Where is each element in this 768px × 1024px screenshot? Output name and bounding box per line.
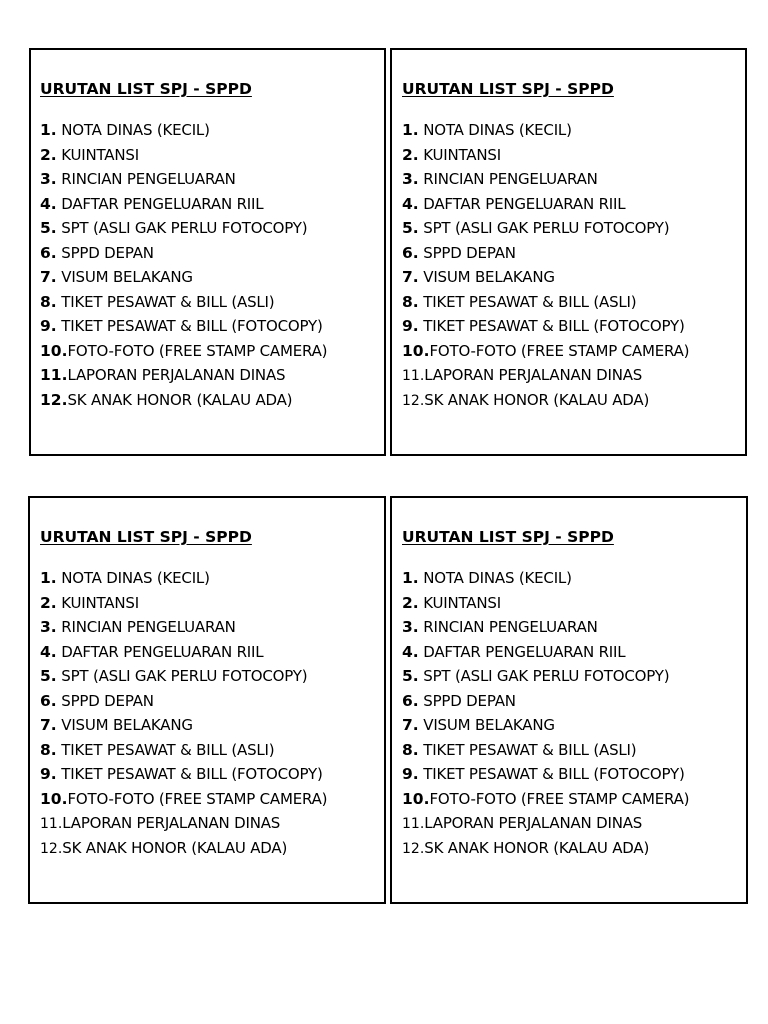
list-item bbox=[40, 363, 327, 388]
item-text: RINCIAN PENGELUARAN bbox=[418, 618, 598, 636]
list-item bbox=[402, 738, 689, 763]
list-item bbox=[402, 118, 689, 143]
list-item bbox=[402, 566, 689, 591]
item-number: 2. bbox=[402, 593, 419, 612]
list-item bbox=[40, 640, 327, 665]
list-item bbox=[402, 615, 689, 640]
list-item bbox=[402, 192, 689, 217]
item-number: 8. bbox=[402, 740, 419, 759]
item-number: 3. bbox=[40, 618, 57, 636]
item-text: SPT (ASLI GAK PERLU FOTOCOPY) bbox=[56, 667, 308, 685]
list-item bbox=[402, 713, 689, 738]
list-item bbox=[40, 713, 327, 738]
item-number: 5. bbox=[402, 219, 419, 237]
list-item bbox=[402, 689, 689, 714]
list-item bbox=[402, 363, 689, 388]
item-number: 6. bbox=[40, 691, 57, 710]
item-text: KUINTANSI bbox=[418, 593, 501, 612]
item-text: RINCIAN PENGELUARAN bbox=[56, 618, 236, 636]
item-number: 11. bbox=[402, 816, 425, 832]
list-item bbox=[40, 265, 327, 290]
item-text: SK ANAK HONOR (KALAU ADA) bbox=[424, 838, 650, 857]
list-item bbox=[402, 388, 689, 413]
item-number: 8. bbox=[40, 292, 57, 311]
card-title: URUTAN LIST SPJ - SPPD bbox=[40, 80, 252, 98]
item-number: 4. bbox=[402, 194, 419, 213]
list-item bbox=[40, 192, 327, 217]
item-text: SK ANAK HONOR (KALAU ADA) bbox=[62, 838, 288, 857]
item-text: VISUM BELAKANG bbox=[56, 268, 193, 286]
item-number: 1. bbox=[40, 569, 57, 587]
item-text: LAPORAN PERJALANAN DINAS bbox=[62, 814, 281, 832]
item-text: SPT (ASLI GAK PERLU FOTOCOPY) bbox=[418, 667, 670, 685]
item-text: DAFTAR PENGELUARAN RIIL bbox=[56, 194, 264, 213]
list-item bbox=[402, 762, 689, 787]
item-text: LAPORAN PERJALANAN DINAS bbox=[424, 366, 643, 384]
item-number: 8. bbox=[40, 740, 57, 759]
item-number: 10. bbox=[402, 789, 430, 808]
item-number: 6. bbox=[402, 243, 419, 262]
item-number: 10. bbox=[40, 341, 68, 360]
item-number: 5. bbox=[40, 219, 57, 237]
item-number: 4. bbox=[40, 194, 57, 213]
item-number: 4. bbox=[402, 642, 419, 661]
item-text: TIKET PESAWAT & BILL (ASLI) bbox=[418, 292, 637, 311]
item-text: FOTO-FOTO (FREE STAMP CAMERA) bbox=[429, 341, 690, 360]
item-text: LAPORAN PERJALANAN DINAS bbox=[67, 366, 286, 384]
item-text: RINCIAN PENGELUARAN bbox=[418, 170, 598, 188]
list-item bbox=[40, 118, 327, 143]
item-number: 9. bbox=[402, 317, 419, 335]
item-text: SPT (ASLI GAK PERLU FOTOCOPY) bbox=[418, 219, 670, 237]
item-text: SPPD DEPAN bbox=[56, 691, 154, 710]
item-text: SK ANAK HONOR (KALAU ADA) bbox=[424, 390, 650, 409]
list-item bbox=[40, 762, 327, 787]
card-title: URUTAN LIST SPJ - SPPD bbox=[402, 528, 614, 546]
list-item bbox=[402, 167, 689, 192]
item-number: 11. bbox=[402, 368, 425, 384]
item-number: 7. bbox=[402, 716, 419, 734]
item-number: 12. bbox=[40, 390, 68, 409]
list-item bbox=[40, 143, 327, 168]
list-item bbox=[402, 143, 689, 168]
item-text: TIKET PESAWAT & BILL (ASLI) bbox=[418, 740, 637, 759]
list-item bbox=[40, 836, 327, 861]
list-item bbox=[40, 388, 327, 413]
item-number: 9. bbox=[402, 765, 419, 783]
item-number: 3. bbox=[402, 170, 419, 188]
list-item bbox=[40, 566, 327, 591]
item-text: KUINTANSI bbox=[418, 145, 501, 164]
item-number: 11. bbox=[40, 816, 63, 832]
item-text: DAFTAR PENGELUARAN RIIL bbox=[56, 642, 264, 661]
item-text: TIKET PESAWAT & BILL (ASLI) bbox=[56, 740, 275, 759]
item-text: DAFTAR PENGELUARAN RIIL bbox=[418, 642, 626, 661]
checklist bbox=[402, 118, 689, 412]
list-item bbox=[402, 664, 689, 689]
list-item bbox=[402, 787, 689, 812]
checklist-card-bottom-right bbox=[390, 496, 748, 904]
item-text: KUINTANSI bbox=[56, 145, 139, 164]
item-number: 2. bbox=[40, 593, 57, 612]
list-item bbox=[402, 314, 689, 339]
item-number: 1. bbox=[402, 569, 419, 587]
list-item bbox=[402, 811, 689, 836]
item-number: 4. bbox=[40, 642, 57, 661]
list-item bbox=[40, 167, 327, 192]
item-text: TIKET PESAWAT & BILL (FOTOCOPY) bbox=[418, 765, 685, 783]
list-item bbox=[40, 738, 327, 763]
item-text: SK ANAK HONOR (KALAU ADA) bbox=[67, 390, 293, 409]
list-item bbox=[402, 216, 689, 241]
item-text: SPT (ASLI GAK PERLU FOTOCOPY) bbox=[56, 219, 308, 237]
item-text: DAFTAR PENGELUARAN RIIL bbox=[418, 194, 626, 213]
item-number: 12. bbox=[40, 840, 63, 857]
item-number: 7. bbox=[40, 268, 57, 286]
item-text: SPPD DEPAN bbox=[418, 243, 516, 262]
checklist-card-top-left bbox=[29, 48, 386, 456]
item-number: 1. bbox=[402, 121, 419, 139]
item-number: 1. bbox=[40, 121, 57, 139]
item-text: TIKET PESAWAT & BILL (FOTOCOPY) bbox=[56, 765, 323, 783]
item-number: 3. bbox=[402, 618, 419, 636]
item-text: VISUM BELAKANG bbox=[418, 268, 555, 286]
item-number: 5. bbox=[402, 667, 419, 685]
checklist bbox=[40, 566, 327, 860]
item-text: NOTA DINAS (KECIL) bbox=[56, 569, 210, 587]
item-text: VISUM BELAKANG bbox=[418, 716, 555, 734]
item-number: 10. bbox=[40, 789, 68, 808]
item-text: SPPD DEPAN bbox=[56, 243, 154, 262]
item-number: 12. bbox=[402, 840, 425, 857]
list-item bbox=[40, 314, 327, 339]
item-number: 2. bbox=[402, 145, 419, 164]
item-text: TIKET PESAWAT & BILL (FOTOCOPY) bbox=[418, 317, 685, 335]
item-number: 9. bbox=[40, 317, 57, 335]
list-item bbox=[40, 689, 327, 714]
item-number: 12. bbox=[402, 392, 425, 409]
item-text: TIKET PESAWAT & BILL (FOTOCOPY) bbox=[56, 317, 323, 335]
item-number: 5. bbox=[40, 667, 57, 685]
list-item bbox=[40, 241, 327, 266]
item-text: LAPORAN PERJALANAN DINAS bbox=[424, 814, 643, 832]
item-text: TIKET PESAWAT & BILL (ASLI) bbox=[56, 292, 275, 311]
item-number: 11. bbox=[40, 366, 68, 384]
item-text: VISUM BELAKANG bbox=[56, 716, 193, 734]
item-text: SPPD DEPAN bbox=[418, 691, 516, 710]
list-item bbox=[40, 216, 327, 241]
item-number: 6. bbox=[40, 243, 57, 262]
item-text: RINCIAN PENGELUARAN bbox=[56, 170, 236, 188]
list-item bbox=[40, 615, 327, 640]
checklist-card-top-right bbox=[390, 48, 747, 456]
item-number: 7. bbox=[402, 268, 419, 286]
item-text: FOTO-FOTO (FREE STAMP CAMERA) bbox=[429, 789, 690, 808]
list-item bbox=[40, 591, 327, 616]
list-item bbox=[40, 339, 327, 364]
checklist bbox=[40, 118, 327, 412]
item-text: NOTA DINAS (KECIL) bbox=[418, 121, 572, 139]
item-text: NOTA DINAS (KECIL) bbox=[56, 121, 210, 139]
item-number: 9. bbox=[40, 765, 57, 783]
item-text: FOTO-FOTO (FREE STAMP CAMERA) bbox=[67, 789, 328, 808]
card-title: URUTAN LIST SPJ - SPPD bbox=[402, 80, 614, 98]
list-item bbox=[402, 339, 689, 364]
list-item bbox=[40, 787, 327, 812]
item-text: KUINTANSI bbox=[56, 593, 139, 612]
list-item bbox=[402, 591, 689, 616]
list-item bbox=[402, 836, 689, 861]
item-number: 3. bbox=[40, 170, 57, 188]
card-title: URUTAN LIST SPJ - SPPD bbox=[40, 528, 252, 546]
list-item bbox=[402, 265, 689, 290]
item-number: 8. bbox=[402, 292, 419, 311]
item-number: 10. bbox=[402, 341, 430, 360]
list-item bbox=[402, 241, 689, 266]
list-item bbox=[402, 640, 689, 665]
item-text: FOTO-FOTO (FREE STAMP CAMERA) bbox=[67, 341, 328, 360]
list-item bbox=[40, 290, 327, 315]
item-number: 7. bbox=[40, 716, 57, 734]
list-item bbox=[402, 290, 689, 315]
checklist bbox=[402, 566, 689, 860]
item-text: NOTA DINAS (KECIL) bbox=[418, 569, 572, 587]
list-item bbox=[40, 811, 327, 836]
item-number: 2. bbox=[40, 145, 57, 164]
item-number: 6. bbox=[402, 691, 419, 710]
list-item bbox=[40, 664, 327, 689]
checklist-card-bottom-left bbox=[28, 496, 386, 904]
